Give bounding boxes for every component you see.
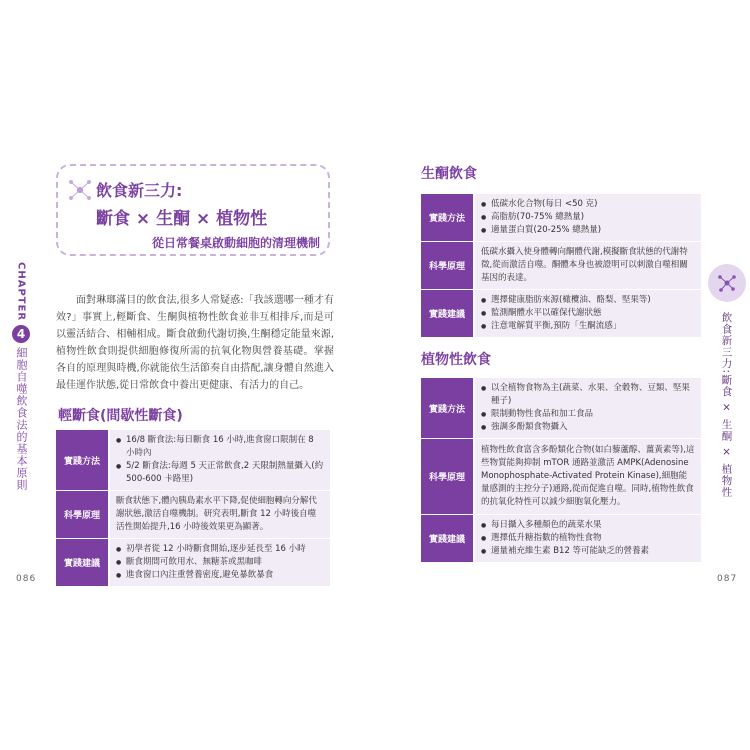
row-label: 實踐方法 bbox=[421, 378, 474, 439]
keto-table bbox=[421, 194, 701, 338]
page-number-right: 087 bbox=[717, 574, 738, 584]
list-item: ● 注意電解質平衡,預防「生酮流感」 bbox=[481, 320, 695, 333]
list-item: ● 高脂肪(70-75% 總熱量) bbox=[481, 211, 695, 224]
chapter-tab bbox=[8, 262, 34, 491]
section-heading-keto: 生酮飲食 bbox=[421, 166, 477, 182]
table-row bbox=[56, 430, 330, 491]
chapter-word: CHAPTER bbox=[15, 262, 27, 322]
row-content bbox=[474, 515, 701, 563]
right-chapter-tab bbox=[708, 264, 746, 498]
title-subtitle: 從日常餐桌啟動細胞的清理機制 bbox=[152, 236, 321, 250]
intro-paragraph: 面對琳瑯滿目的飲食法,很多人常疑惑:「我該選哪一種才有效?」事實上,輕斷食、生酮與植物性飲食並非互相排斥,而是可以靈活結合、相輔相成。斷食啟動代謝切換,生酮穩定能量來源,植物性飲食則提供細胞修復所需的抗氧化物與營養基礎。掌握各自的原理與時機,你就能依生活節奏自由搭配,讓身體自然進入最佳運作狀態,從日常飲食中養出更健康、有活力的自己。 bbox=[56, 295, 334, 391]
row-label: 實踐方法 bbox=[56, 430, 109, 491]
list-item: ● 選擇健康脂肪來源(橄欖油、酪梨、堅果等) bbox=[481, 294, 695, 307]
molecule-icon bbox=[715, 271, 739, 295]
row-label: 實踐建議 bbox=[421, 515, 474, 563]
title-heading: 飲食新三力: bbox=[96, 181, 183, 200]
list-item: ● 以全植物食物為主(蔬菜、水果、全穀物、豆類、堅果種子) bbox=[481, 382, 695, 408]
row-content: 植物性飲食富含多酚類化合物(如白藜蘆醇、薑黃素等),這些物質能夠抑制 mTOR 通路並激活 AMPK(Adenosine Monophosphate-Activated Protein Kinase),細胞能量感測的主控分子)通路,從而促進自噬。同時,植物性飲食的抗氧化特性可以減少細胞氧化壓力。 bbox=[474, 439, 701, 515]
title-main: 斷食 × 生酮 × 植物性 bbox=[96, 209, 268, 229]
right-page bbox=[375, 0, 750, 750]
list-item: ● 強調多酚類食物攝入 bbox=[481, 421, 695, 434]
row-content: 低碳水攝入使身體轉向酮體代謝,模擬斷食狀態的代謝特徵,從而激活自噬。酮體本身也被證明可以刺激自噬相關基因的表達。 bbox=[474, 242, 701, 290]
page-number-left: 086 bbox=[16, 574, 37, 584]
plant-table bbox=[421, 378, 701, 563]
table-row bbox=[421, 242, 701, 290]
row-content bbox=[474, 290, 701, 338]
row-label: 科學原理 bbox=[56, 491, 109, 539]
table-row bbox=[421, 194, 701, 242]
row-content bbox=[474, 194, 701, 242]
row-content bbox=[109, 430, 330, 491]
section-heading-plant: 植物性飲食 bbox=[421, 352, 491, 368]
chapter-number: 4 bbox=[12, 325, 30, 343]
table-row bbox=[421, 439, 701, 515]
list-item: ● 16/8 斷食法:每日斷食 16 小時,進食窗口限制在 8 小時內 bbox=[116, 434, 324, 460]
molecule-icon bbox=[66, 176, 94, 204]
list-item: ● 監測酮體水平以確保代謝狀態 bbox=[481, 307, 695, 320]
list-item: ● 適量蛋白質(20-25% 總熱量) bbox=[481, 224, 695, 237]
row-label: 實踐建議 bbox=[421, 290, 474, 338]
row-label: 科學原理 bbox=[421, 242, 474, 290]
list-item: ● 斷食期間可飲用水、無糖茶或黑咖啡 bbox=[116, 556, 324, 569]
list-item: ● 5/2 斷食法:每週 5 天正常飲食,2 天限制熱量攝入(約 500-600 卡路里) bbox=[116, 460, 324, 486]
list-item: ● 進食窗口內注重營養密度,避免暴飲暴食 bbox=[116, 569, 324, 582]
row-content bbox=[474, 378, 701, 439]
chapter-title: 細胞自噬飲食法的基本原則 bbox=[15, 347, 28, 492]
list-item: ● 選擇低升糖指數的植物性食物 bbox=[481, 532, 695, 545]
list-item: ● 初學者從 12 小時斷食開始,逐步延長至 16 小時 bbox=[116, 543, 324, 556]
molecule-badge bbox=[708, 264, 746, 302]
row-label: 科學原理 bbox=[421, 439, 474, 515]
list-item: ● 限制動物性食品和加工食品 bbox=[481, 408, 695, 421]
row-label: 實踐建議 bbox=[56, 539, 109, 587]
table-row bbox=[421, 515, 701, 563]
row-content: 斷食狀態下,體內胰島素水平下降,促使細胞轉向分解代謝狀態,激活自噬機制。研究表明,斷食 12 小時後自噬活性開始提升,16 小時後效果更為顯著。 bbox=[109, 491, 330, 539]
list-item: ● 適量補充維生素 B12 等可能缺乏的營養素 bbox=[481, 545, 695, 558]
fasting-table bbox=[56, 430, 330, 587]
title-box bbox=[56, 164, 330, 256]
row-content bbox=[109, 539, 330, 587]
right-tab-title: 飲食新三力:斷食 × 生酮 × 植物性 bbox=[720, 312, 733, 498]
table-row bbox=[56, 539, 330, 587]
section-heading-fasting: 輕斷食(間歇性斷食) bbox=[58, 408, 183, 424]
table-row bbox=[421, 378, 701, 439]
list-item: ● 每日攝入多種顏色的蔬菜水果 bbox=[481, 519, 695, 532]
table-row bbox=[56, 491, 330, 539]
list-item: ● 低碳水化合物(每日 <50 克) bbox=[481, 198, 695, 211]
row-label: 實踐方法 bbox=[421, 194, 474, 242]
table-row bbox=[421, 290, 701, 338]
